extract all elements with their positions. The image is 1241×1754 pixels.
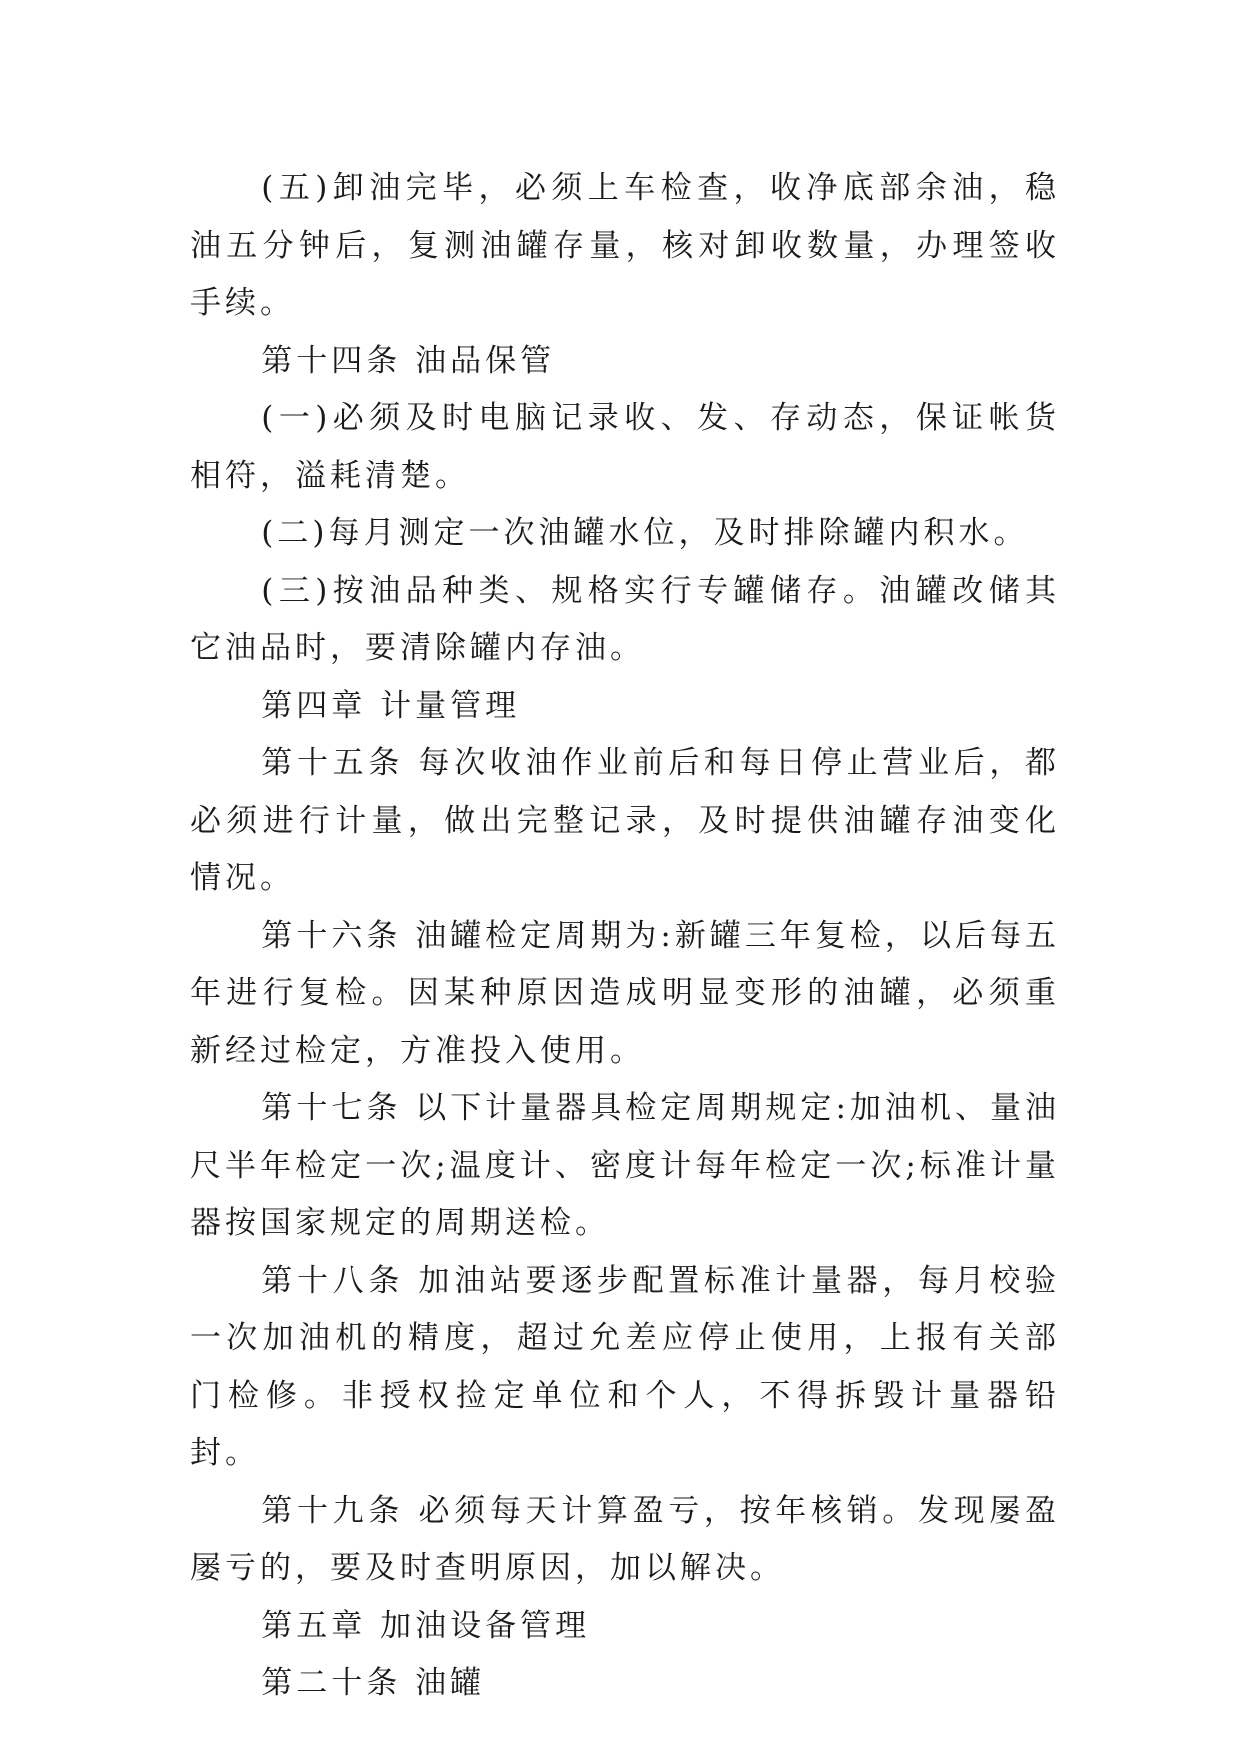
- chapter-4-heading: 第四章 计量管理: [261, 687, 521, 724]
- article-16: 第十六条 油罐检定周期为:新罐三年复检，以后每五年进行复检。因某种原因造成明显变形的油罐，必须重新经过检定，方准投入使用。: [190, 917, 1060, 1069]
- article-20-heading: 第二十条 油罐: [261, 1665, 486, 1701]
- article-19: 第十九条 必须每天计算盈亏，按年核销。发现屡盈屡亏的，要及时查明原因，加以解决。: [190, 1492, 1060, 1586]
- article-15: 第十五条 每次收油作业前后和每日停止营业后，都必须进行计量，做出完整记录，及时提供油罐存油变化情况。: [190, 745, 1060, 896]
- article-17: 第十七条 以下计量器具检定周期规定:加油机、量油尺半年检定一次;温度计、密度计每年检定一次;标准计量器按国家规定的周期送检。: [190, 1090, 1060, 1241]
- article-18: 第十八条 加油站要逐步配置标准计量器，每月校验一次加油机的精度，超过允差应停止使用，上报有关部门检修。非授权捡定单位和个人，不得拆毁计量器铅封。: [190, 1262, 1060, 1471]
- paragraph-water-level: (二)每月测定一次油罐水位，及时排除罐内积水。: [261, 515, 1029, 551]
- document-body: [190, 160, 1060, 1713]
- paragraph-dedicated-tanks: (三)按油品种类、规格实行专罐储存。油罐改储其它油品时，要清除罐内存油。: [190, 572, 1060, 666]
- paragraph-record-keeping: (一)必须及时电脑记录收、发、存动态，保证帐货相符，溢耗清楚。: [190, 400, 1060, 494]
- chapter-5-heading: 第五章 加油设备管理: [261, 1607, 591, 1644]
- article-14-heading: 第十四条 油品保管: [261, 342, 556, 379]
- paragraph-unloading-completion: (五)卸油完毕，必须上车检查，收净底部余油，稳油五分钟后，复测油罐存量，核对卸收数量，办理签收手续。: [190, 170, 1060, 321]
